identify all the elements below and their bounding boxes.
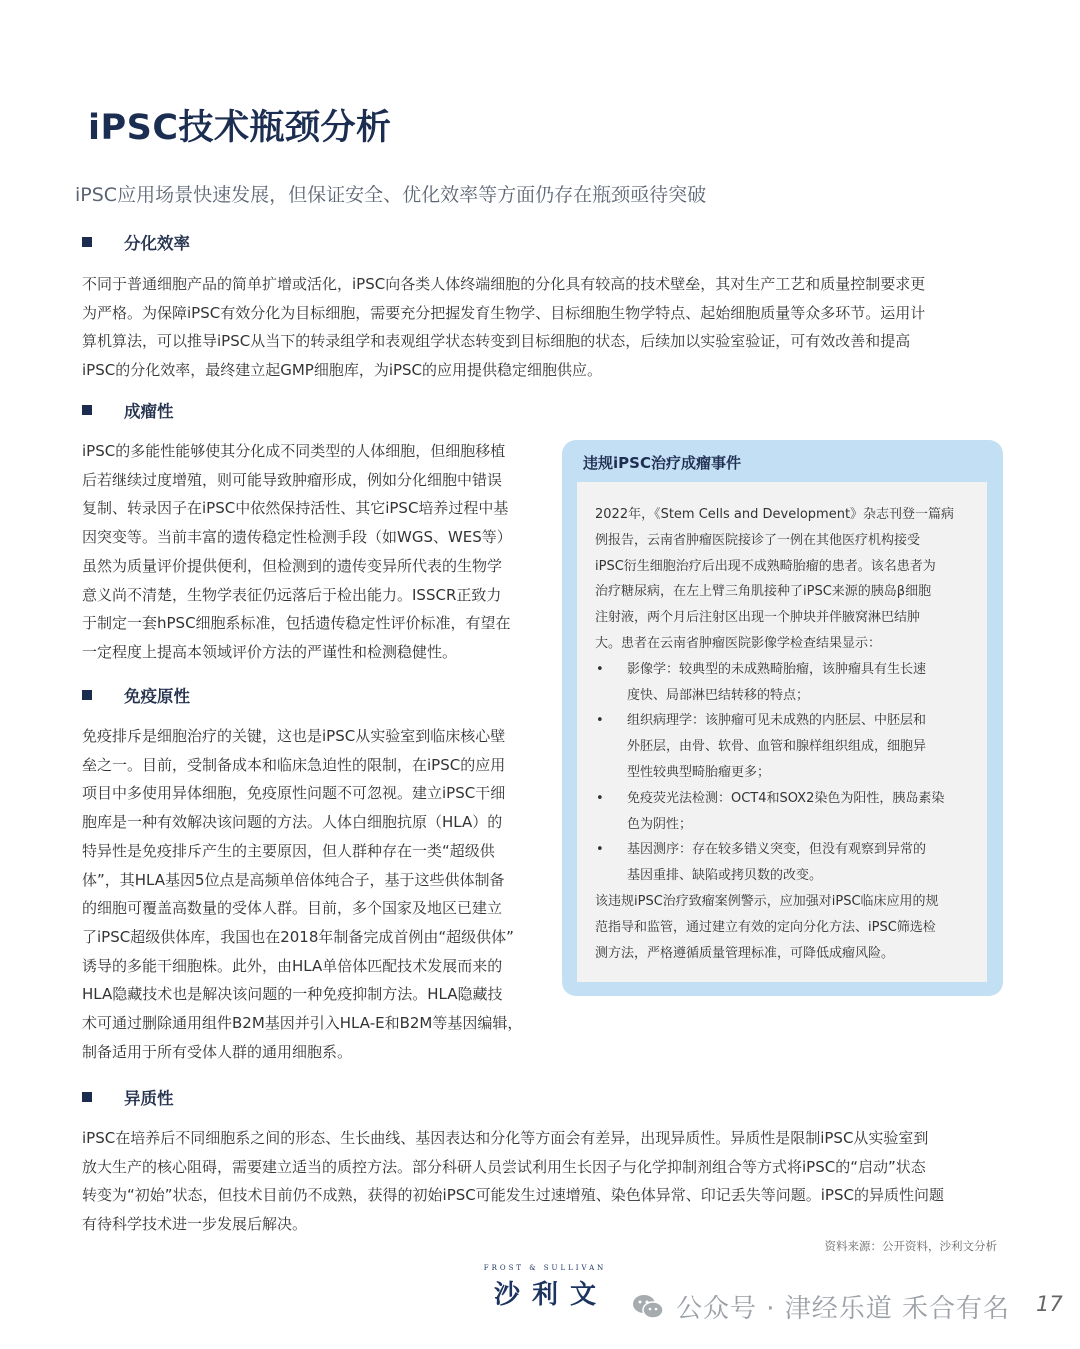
text-line: 术可通过删除通用组件B2M基因并引入HLA-E和B2M等基因编辑， bbox=[82, 1014, 523, 1033]
bullet-dot-icon: • bbox=[596, 842, 604, 858]
text-line: 放大生产的核心阻碍，需要建立适当的质控方法。部分科研人员尝试利用生长因子与化学抑制剂组合等方式将iPSC的“启动”状态 bbox=[82, 1157, 926, 1176]
section-heading-label: 异质性 bbox=[124, 1089, 174, 1108]
text-line: 外胚层，由骨、软骨、血管和腺样组织组成，细胞异 bbox=[627, 739, 927, 755]
page-subtitle: iPSC应用场景快速发展，但保证安全、优化效率等方面仍存在瓶颈亟待突破 bbox=[75, 184, 707, 206]
text-line: 特异性是免疫排斥产生的主要原因，但人群种存在一类“超级供 bbox=[82, 841, 495, 860]
section-heading-immunogenicity bbox=[82, 683, 190, 707]
text-line: 型性较典型畸胎瘤更多； bbox=[627, 764, 771, 780]
text-line: iPSC在培养后不同细胞系之间的形态、生长曲线、基因表达和分化等方面会有差异，出现异质性。异质性是限制iPSC从实验室到 bbox=[82, 1129, 929, 1147]
section-body-immunogenicity bbox=[82, 722, 542, 1066]
square-bullet-icon bbox=[82, 405, 92, 415]
text-line: 一定程度上提高本领域评价方法的严谨性和检测稳健性。 bbox=[82, 642, 458, 661]
bullet-dot-icon: • bbox=[596, 661, 604, 677]
text-line: 虽然为质量评价提供便利，但检测到的遗传变异所代表的生物学 bbox=[82, 556, 503, 575]
text-line: 有待科学技术进一步发展后解决。 bbox=[82, 1215, 308, 1234]
section-heading-tumorigenicity bbox=[82, 398, 174, 422]
text-line: iPSC的分化效率，最终建立起GMP细胞库，为iPSC的应用提供稳定细胞供应。 bbox=[82, 361, 603, 380]
text-line: 不同于普通细胞产品的简单扩增或活化，iPSC向各类人体终端细胞的分化具有较高的技术壁垒，其对生产工艺和质量控制要求更 bbox=[82, 275, 926, 293]
text-line: 意义尚不清楚，生物学表征仍远落后于检出能力。ISSCR正致力 bbox=[82, 585, 502, 604]
case-box-title: 违规iPSC治疗成瘤事件 bbox=[583, 454, 741, 472]
bullet-dot-icon: • bbox=[596, 713, 604, 729]
square-bullet-icon bbox=[82, 1092, 92, 1102]
text-line: 复制、转录因子在iPSC中依然保持活性、其它iPSC培养过程中基 bbox=[82, 499, 509, 518]
section-heading-heterogeneity bbox=[82, 1085, 174, 1109]
text-line: 免疫荧光法检测：OCT4和SOX2染色为阳性，胰岛素染 bbox=[627, 790, 945, 806]
text-line: 组织病理学：该肿瘤可见未成熟的内胚层、中胚层和 bbox=[627, 713, 927, 729]
text-line: 例报告，云南省肿瘤医院接诊了一例在其他医疗机构接受 bbox=[595, 532, 921, 548]
text-line: 影像学：较典型的未成熟畸胎瘤，该肿瘤具有生长速 bbox=[627, 661, 927, 677]
text-line: 色为阴性； bbox=[627, 816, 693, 832]
bullet-dot-icon: • bbox=[596, 790, 604, 806]
text-line: 范指导和监管，通过建立有效的定向分化方法、iPSC筛选检 bbox=[595, 919, 936, 935]
wechat-icon bbox=[632, 1293, 664, 1321]
text-line: 制备适用于所有受体人群的通用细胞系。 bbox=[82, 1042, 353, 1061]
frost-sullivan-logo bbox=[470, 1264, 620, 1311]
page-title: iPSC技术瓶颈分析 bbox=[88, 108, 392, 148]
text-line: 测方法，严格遵循质量管理标准，可降低成瘤风险。 bbox=[595, 945, 895, 961]
text-line: HLA隐藏技术也是解决该问题的一种免疫抑制方法。HLA隐藏技 bbox=[82, 985, 503, 1004]
section-heading-label: 免疫原性 bbox=[124, 687, 190, 706]
text-line: 算机算法，可以推导iPSC从当下的转录组学和表观组学状态转变到目标细胞的状态，后续加以实验室验证，可有效改善和提高 bbox=[82, 332, 911, 351]
text-line: iPSC的多能性能够使其分化成不同类型的人体细胞，但细胞移植 bbox=[82, 442, 506, 460]
section-heading-differentiation bbox=[82, 230, 190, 254]
text-line: 胞库是一种有效解决该问题的方法。人体白细胞抗原（HLA）的 bbox=[82, 813, 503, 832]
text-line: 该违规iPSC治疗致瘤案例警示，应加强对iPSC临床应用的规 bbox=[595, 893, 939, 909]
text-line: 治疗糖尿病，在左上臂三角肌接种了iPSC来源的胰岛β细胞 bbox=[595, 584, 932, 600]
text-line: 因突变等。当前丰富的遗传稳定性检测手段（如WGS、WES等） bbox=[82, 528, 512, 547]
case-callout-box bbox=[562, 440, 1003, 996]
text-line: 了iPSC超级供体库，我国也在2018年制备完成首例由“超级供体” bbox=[82, 927, 514, 946]
square-bullet-icon bbox=[82, 690, 92, 700]
text-line: 后若继续过度增殖，则可能导致肿瘤形成，例如分化细胞中错误 bbox=[82, 470, 503, 489]
text-line: 体”，其HLA基因5位点是高频单倍体纯合子，基于这些供体制备 bbox=[82, 870, 505, 889]
text-line: 度快、局部淋巴结转移的特点； bbox=[627, 687, 810, 703]
case-box-content bbox=[595, 502, 971, 966]
text-line: 诱导的多能干细胞株。此外，由HLA单倍体匹配技术发展而来的 bbox=[82, 956, 503, 975]
text-line: 项目中多使用异体细胞，免疫原性问题不可忽视。建立iPSC干细 bbox=[82, 784, 506, 803]
case-findings-list bbox=[595, 657, 971, 889]
case-box-body bbox=[577, 482, 987, 982]
text-line: 转变为“初始”状态，但技术目前仍不成熟，获得的初始iPSC可能发生过速增殖、染色体异常、印记丢失等问题。iPSC的异质性问题 bbox=[82, 1186, 944, 1205]
list-item bbox=[595, 708, 971, 785]
text-line: 基因重排、缺陷或拷贝数的改变。 bbox=[627, 868, 823, 884]
text-line: 于制定一套hPSC细胞系标准，包括遗传稳定性评价标准，有望在 bbox=[82, 614, 511, 633]
section-body-differentiation bbox=[82, 270, 997, 385]
source-note: 资料来源：公开资料，沙利文分析 bbox=[824, 1239, 997, 1253]
logo-english-text: FROST & SULLIVAN bbox=[483, 1264, 607, 1272]
case-conclusion bbox=[595, 889, 971, 966]
list-item bbox=[595, 657, 971, 709]
page-number: 17 bbox=[1036, 1292, 1063, 1316]
section-heading-label: 分化效率 bbox=[124, 234, 190, 253]
case-intro bbox=[595, 502, 971, 657]
list-item bbox=[595, 786, 971, 838]
logo-chinese-text: 沙利文 bbox=[493, 1280, 608, 1310]
section-body-tumorigenicity bbox=[82, 437, 542, 667]
list-item bbox=[595, 837, 971, 889]
text-line: 2022年，《Stem Cells and Development》杂志刊登一篇病 bbox=[595, 507, 955, 522]
text-line: 为严格。为保障iPSC有效分化为目标细胞，需要充分把握发育生物学、目标细胞生物学特点、起始细胞质量等众多环节。运用计 bbox=[82, 303, 926, 322]
text-line: 大。患者在云南省肿瘤医院影像学检查结果显示： bbox=[595, 635, 882, 651]
square-bullet-icon bbox=[82, 237, 92, 247]
text-line: 基因测序：存在较多错义突变，但没有观察到异常的 bbox=[627, 842, 927, 858]
text-line: 免疫排斥是细胞治疗的关键，这也是iPSC从实验室到临床核心壁 bbox=[82, 727, 506, 745]
watermark-text: 公众号 · 津经乐道 禾合有名 bbox=[676, 1294, 1011, 1324]
section-body-heterogeneity bbox=[82, 1124, 997, 1239]
text-line: 的细胞可覆盖高数量的受体人群。目前，多个国家及地区已建立 bbox=[82, 899, 503, 918]
text-line: 垒之一。目前，受制备成本和临床急迫性的限制，在iPSC的应用 bbox=[82, 755, 506, 774]
section-heading-label: 成瘤性 bbox=[124, 402, 174, 421]
text-line: iPSC衍生细胞治疗后出现不成熟畸胎瘤的患者。该名患者为 bbox=[595, 558, 936, 574]
wechat-watermark bbox=[632, 1288, 1010, 1325]
text-line: 注射液，两个月后注射区出现一个肿块并伴腋窝淋巴结肿 bbox=[595, 610, 921, 626]
